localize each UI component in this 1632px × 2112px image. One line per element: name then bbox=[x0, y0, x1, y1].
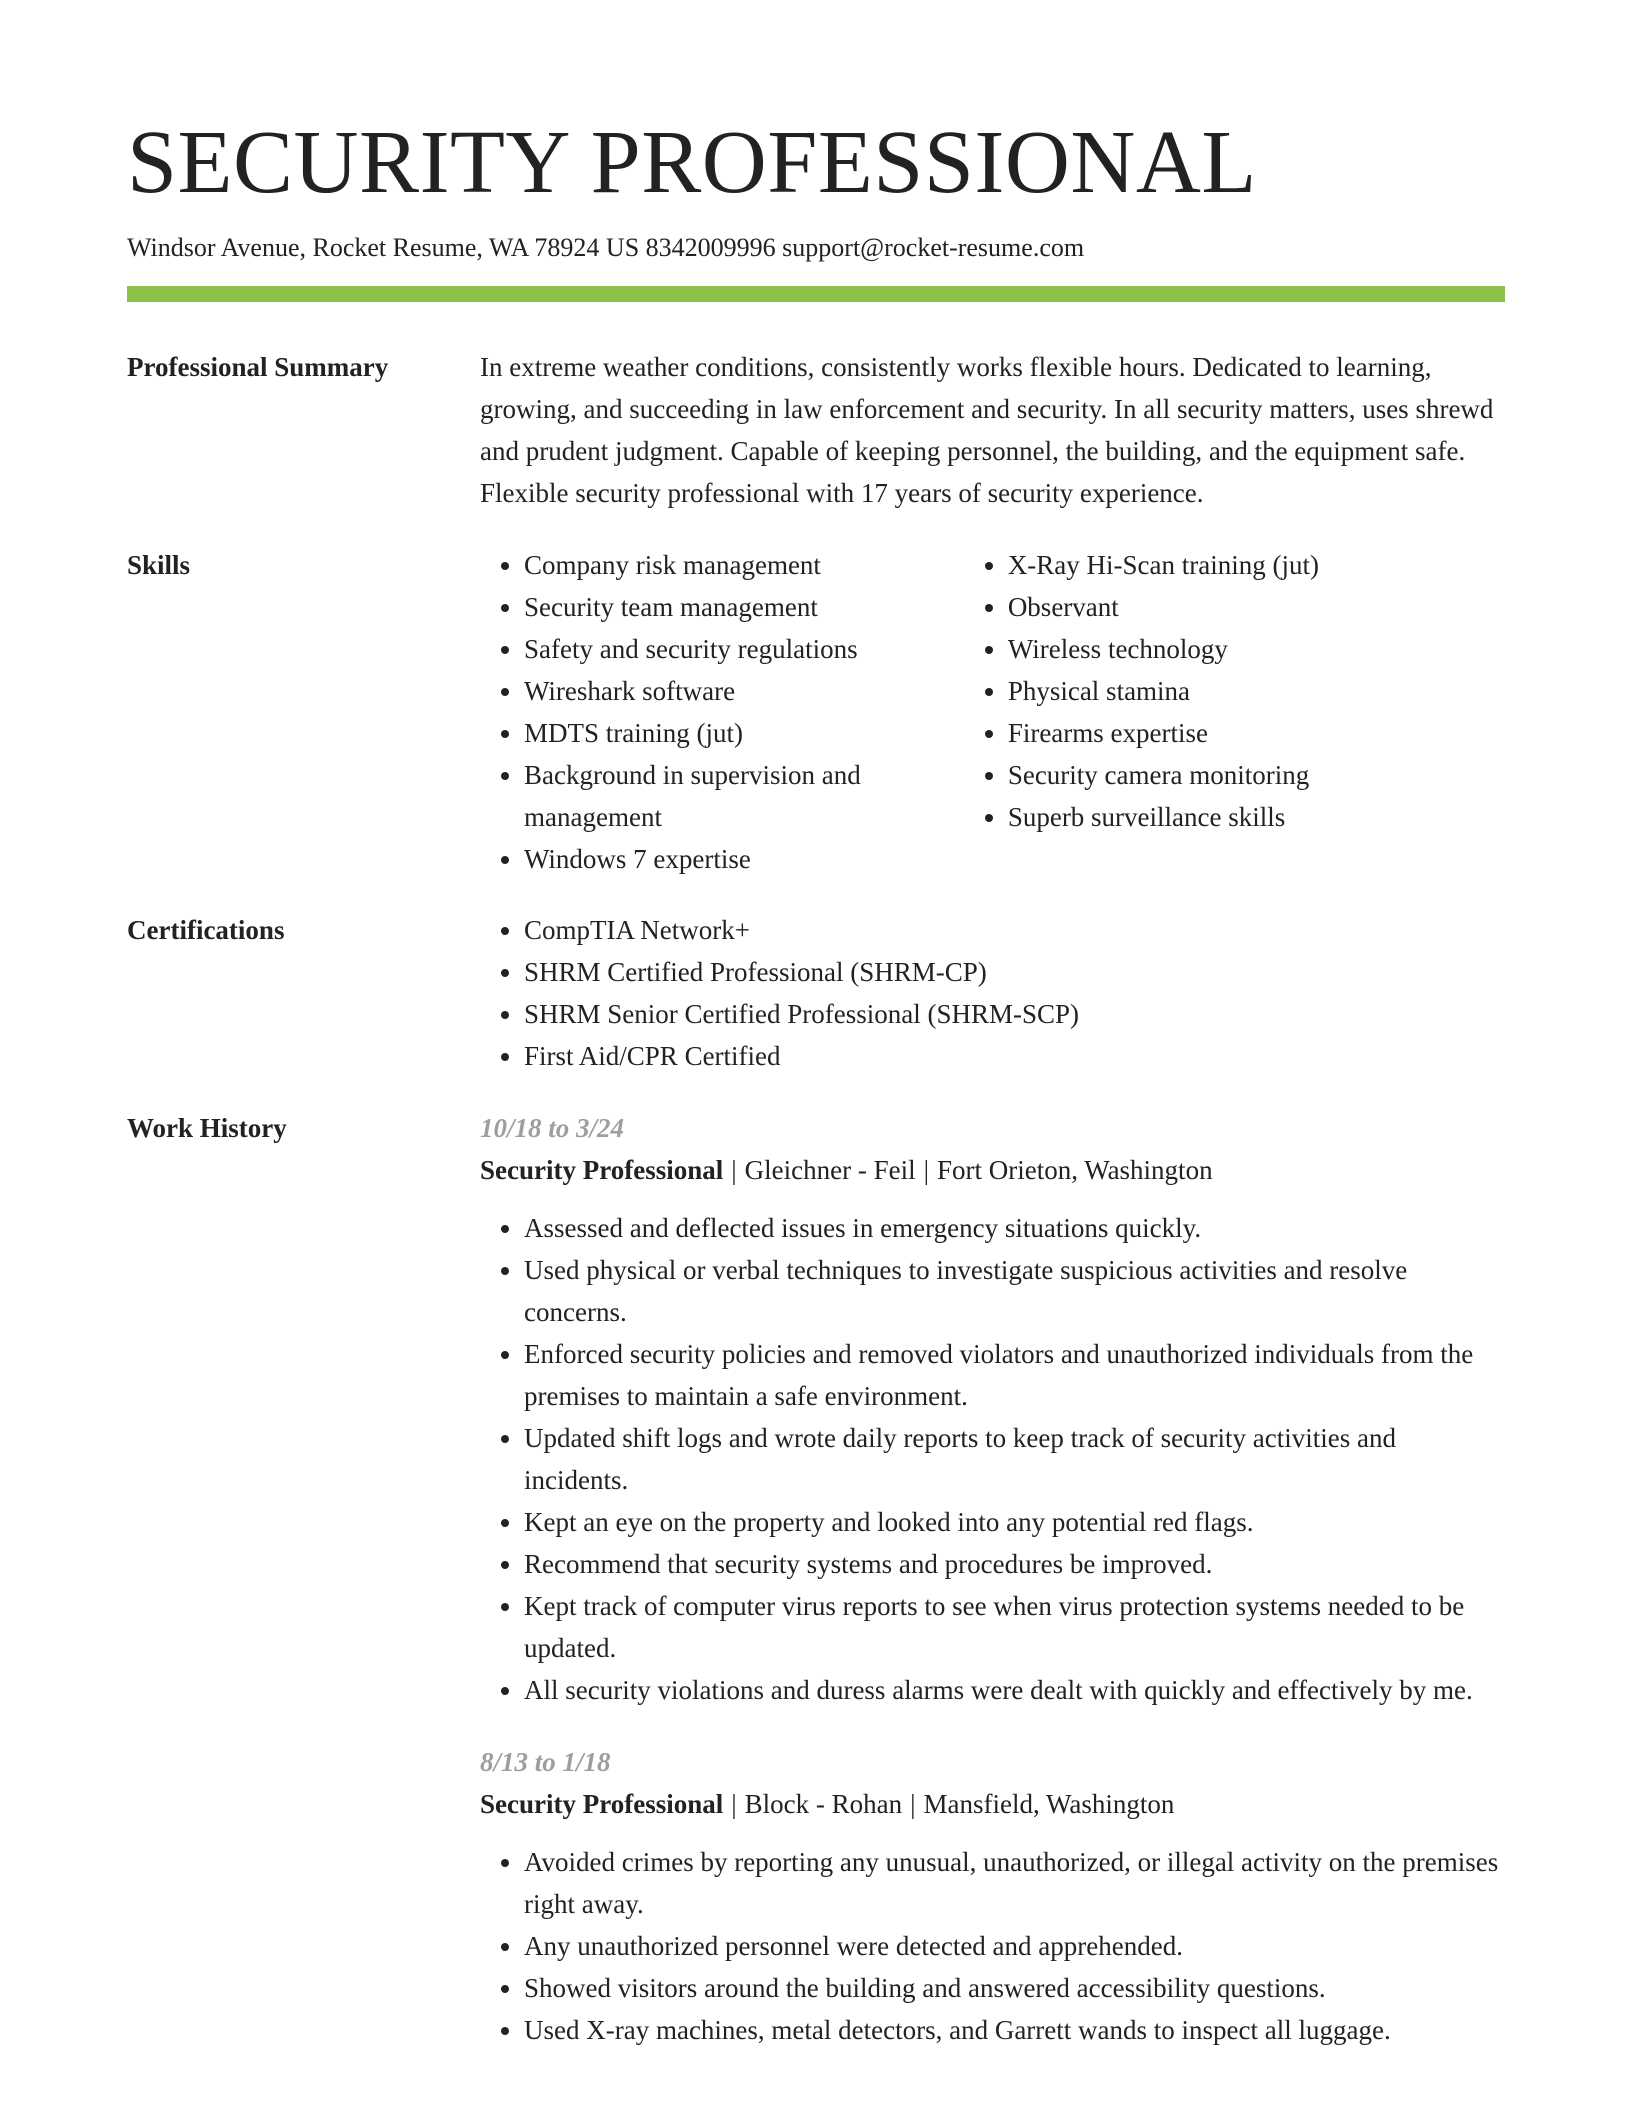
certification-item: • SHRM Senior Certified Professional (SHRM-SCP) bbox=[524, 993, 1505, 1035]
contact-address: Windsor Avenue, Rocket Resume, WA 78924 US bbox=[127, 233, 640, 262]
contact-line bbox=[127, 232, 1505, 263]
skills-body bbox=[480, 544, 1505, 880]
job-bullet: • Kept track of computer virus reports to see when virus protection systems needed to be updated. bbox=[524, 1585, 1505, 1669]
job-bullet: • All security violations and duress alarms were dealt with quickly and effectively by me. bbox=[524, 1669, 1505, 1711]
job-title: Security Professional bbox=[480, 1789, 724, 1819]
job-entry bbox=[480, 1107, 1505, 1711]
job-bullet: • Recommend that security systems and procedures be improved. bbox=[524, 1543, 1505, 1585]
summary-text: In extreme weather conditions, consistently works flexible hours. Dedicated to learning, growing, and succeeding in law enforcement and security. In all security matters, uses shrewd and prudent judgment. Capable of keeping personnel, the building, and the equipment safe. Flexible security professional with 17 years of security experience. bbox=[480, 352, 1494, 508]
skill-item: • Company risk management bbox=[524, 544, 964, 586]
section-heading-certifications: Certifications bbox=[127, 915, 285, 945]
skills-list-right bbox=[964, 544, 1505, 880]
job-title-line bbox=[480, 1783, 1505, 1825]
certifications-body bbox=[480, 909, 1505, 1077]
job-bullet: • Used physical or verbal techniques to investigate suspicious activities and resolve concerns. bbox=[524, 1249, 1505, 1333]
job-bullet: • Showed visitors around the building and answered accessibility questions. bbox=[524, 1967, 1505, 2009]
skill-item: • Wireless technology bbox=[1008, 628, 1505, 670]
job-bullet: • Enforced security policies and removed violators and unauthorized individuals from the premises to maintain a safe environment. bbox=[524, 1333, 1505, 1417]
certification-item: • First Aid/CPR Certified bbox=[524, 1035, 1505, 1077]
skill-item: • Observant bbox=[1008, 586, 1505, 628]
contact-email: support@rocket-resume.com bbox=[782, 233, 1085, 262]
separator: | bbox=[923, 1155, 929, 1185]
resume-header bbox=[127, 113, 1505, 263]
skill-item: • Wireshark software bbox=[524, 670, 964, 712]
skill-item: • Superb surveillance skills bbox=[1008, 796, 1505, 838]
job-bullet: • Updated shift logs and wrote daily reports to keep track of security activities and incidents. bbox=[524, 1417, 1505, 1501]
separator: | bbox=[731, 1155, 737, 1185]
contact-phone: 8342009996 bbox=[645, 233, 776, 262]
skill-item: • Firearms expertise bbox=[1008, 712, 1505, 754]
job-title: Security Professional bbox=[480, 1155, 724, 1185]
job-location: Mansfield, Washington bbox=[923, 1789, 1175, 1819]
certification-item: • SHRM Certified Professional (SHRM-CP) bbox=[524, 951, 1505, 993]
job-bullet: • Assessed and deflected issues in emergency situations quickly. bbox=[524, 1207, 1505, 1249]
job-title-line bbox=[480, 1149, 1505, 1191]
job-bullet: • Kept an eye on the property and looked into any potential red flags. bbox=[524, 1501, 1505, 1543]
skills-list-left bbox=[480, 544, 964, 880]
skill-item: • Security camera monitoring bbox=[1008, 754, 1505, 796]
work-history-body bbox=[480, 1107, 1505, 2081]
skill-item: • Physical stamina bbox=[1008, 670, 1505, 712]
job-bullets bbox=[480, 1207, 1505, 1711]
job-entry bbox=[480, 1741, 1505, 2051]
job-bullets bbox=[480, 1841, 1505, 2051]
job-company: Gleichner - Feil bbox=[744, 1155, 916, 1185]
skill-item: • Security team management bbox=[524, 586, 964, 628]
candidate-name: SECURITY PROFESSIONAL bbox=[127, 113, 1257, 212]
certification-item: • CompTIA Network+ bbox=[524, 909, 1505, 951]
summary-body bbox=[480, 346, 1505, 514]
skill-item: • Windows 7 expertise bbox=[524, 838, 964, 880]
separator: | bbox=[731, 1789, 737, 1819]
job-bullet: • Any unauthorized personnel were detected and apprehended. bbox=[524, 1925, 1505, 1967]
section-heading-skills: Skills bbox=[127, 550, 191, 580]
job-dates: 8/13 to 1/18 bbox=[480, 1747, 611, 1777]
skill-item: • X-Ray Hi-Scan training (jut) bbox=[1008, 544, 1505, 586]
job-dates: 10/18 to 3/24 bbox=[480, 1113, 625, 1143]
section-heading-work-history: Work History bbox=[127, 1113, 287, 1143]
skill-item: • Safety and security regulations bbox=[524, 628, 964, 670]
section-heading-summary: Professional Summary bbox=[127, 352, 389, 382]
header-accent-rule bbox=[127, 286, 1505, 302]
skill-item: • Background in supervision and management bbox=[524, 754, 964, 838]
job-bullet: • Used X-ray machines, metal detectors, and Garrett wands to inspect all luggage. bbox=[524, 2009, 1505, 2051]
skill-item: • MDTS training (jut) bbox=[524, 712, 964, 754]
job-location: Fort Orieton, Washington bbox=[937, 1155, 1213, 1185]
separator: | bbox=[910, 1789, 916, 1819]
job-bullet: • Avoided crimes by reporting any unusual, unauthorized, or illegal activity on the premises right away. bbox=[524, 1841, 1505, 1925]
job-company: Block - Rohan bbox=[744, 1789, 903, 1819]
certifications-list bbox=[480, 909, 1505, 1077]
